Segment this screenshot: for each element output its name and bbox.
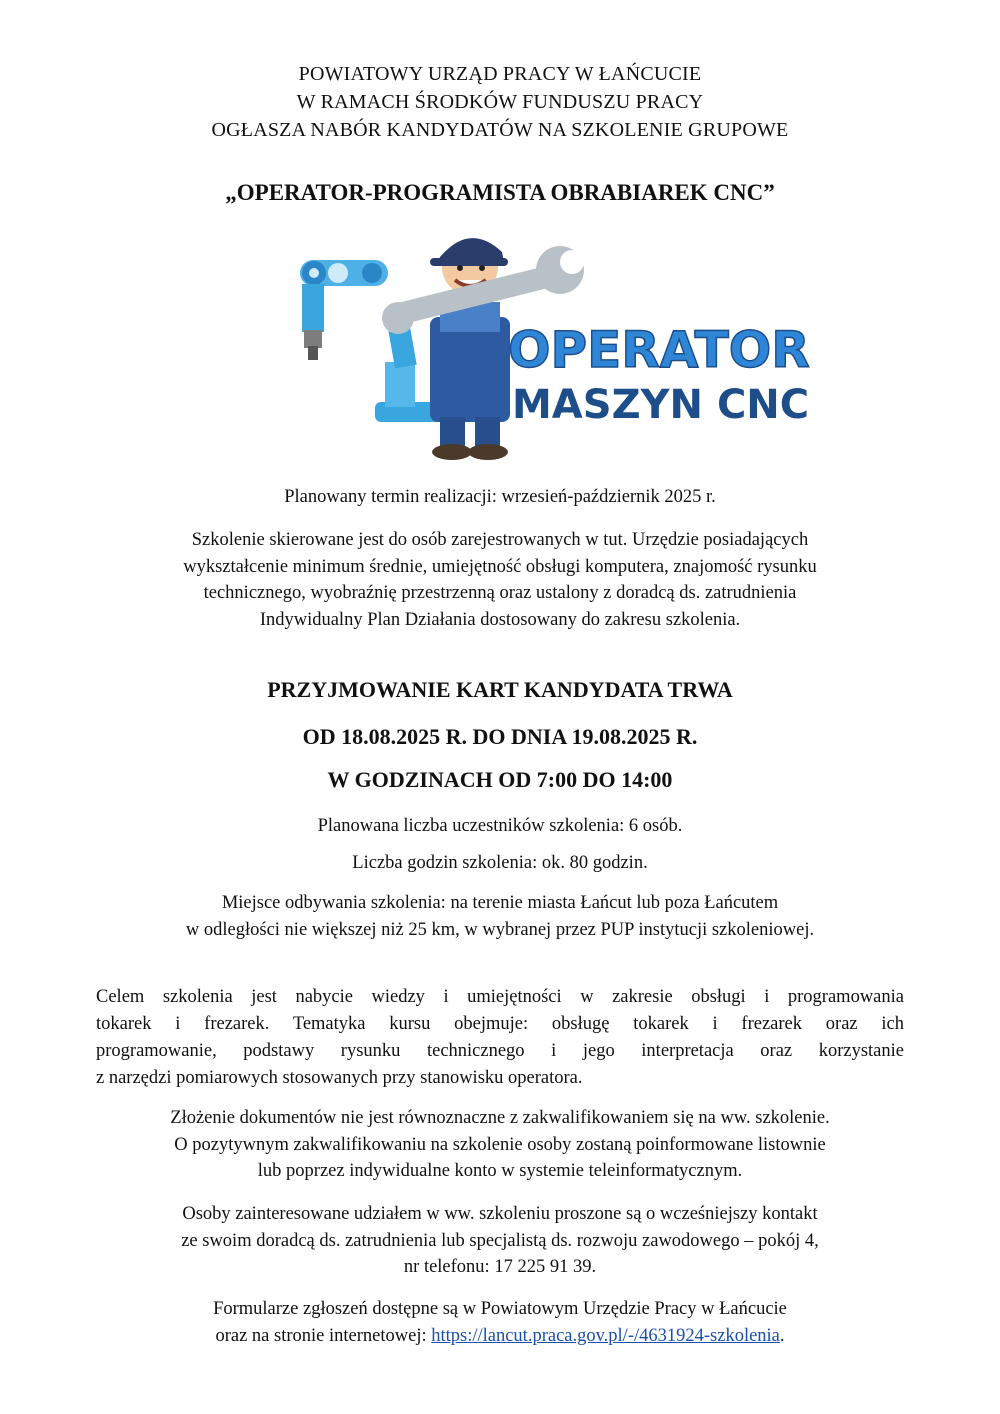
- applications-hours: W GODZINACH OD 7:00 DO 14:00: [327, 767, 673, 792]
- applications-dates: OD 18.08.2025 R. DO DNIA 19.08.2025 R.: [302, 724, 698, 749]
- requirements-paragraph: [0, 527, 1000, 633]
- location-line: Miejsce odbywania szkolenia: na terenie miasta Łańcut lub poza Łańcutem: [221, 893, 779, 913]
- contact-line: Osoby zainteresowane udziałem w ww. szkoleniu proszone są o wcześniejszy kontakt: [182, 1204, 818, 1224]
- location-paragraph: [0, 890, 1000, 943]
- qualification-line: Złożenie dokumentów nie jest równoznaczne z zakwalifikowaniem się na ww. szkolenie.: [170, 1108, 830, 1128]
- header: [0, 60, 1000, 144]
- contact-line: nr telefonu: 17 225 91 39.: [403, 1257, 597, 1277]
- forms-line-2-suffix: .: [779, 1325, 785, 1346]
- courses-link[interactable]: https://lancut.praca.gov.pl/-/4631924-szkolenia: [431, 1325, 780, 1346]
- participants-text: Planowana liczba uczestników szkolenia: 6 osób.: [317, 816, 683, 836]
- qualification-paragraph: [0, 1105, 1000, 1185]
- requirements-line: Szkolenie skierowane jest do osób zarejestrowanych w tut. Urzędzie posiadających: [191, 530, 809, 550]
- contact-paragraph: [0, 1201, 1000, 1281]
- goal-line: z narzędzi pomiarowych stosowanych przy stanowisku operatora.: [96, 1068, 583, 1088]
- location-line: w odległości nie większej niż 25 km, w wybranej przez PUP instytucji szkoleniowej.: [185, 919, 815, 940]
- cnc-operator-illustration: [290, 222, 810, 462]
- forms-line-2: [0, 1323, 1000, 1350]
- qualification-line: O pozytywnym zakwalifikowaniu na szkolenie osoby zostaną poinformowane listownie: [174, 1134, 826, 1155]
- forms-paragraph: [0, 1296, 1000, 1349]
- goal-line: programowanie, podstawy rysunku technicznego i jego interpretacja oraz korzystanie: [96, 1041, 904, 1061]
- header-line-1: POWIATOWY URZĄD PRACY W ŁAŃCUCIE: [298, 63, 702, 85]
- applications-heading: PRZYJMOWANIE KART KANDYDATA TRWA: [267, 677, 733, 702]
- header-line-2: W RAMACH ŚRODKÓW FUNDUSZU PRACY: [296, 91, 704, 113]
- goal-line: tokarek i frezarek. Tematyka kursu obejmuje: obsługę tokarek i frezarek oraz ich: [96, 1014, 904, 1034]
- forms-line-2-prefix: oraz na stronie internetowej:: [215, 1325, 432, 1346]
- robot-arm-icon: [300, 260, 445, 422]
- contact-line: ze swoim doradcą ds. zatrudnienia lub specjalistą ds. rozwoju zawodowego – pokój 4,: [181, 1230, 819, 1251]
- requirements-line: Indywidualny Plan Działania dostosowany do zakresu szkolenia.: [259, 609, 741, 630]
- requirements-line: wykształcenie minimum średnie, umiejętność obsługi komputera, znajomość rysunku: [183, 556, 817, 577]
- header-line-3: OGŁASZA NABÓR KANDYDATÓW NA SZKOLENIE GRUPOWE: [211, 119, 789, 141]
- goal-paragraph: [96, 984, 904, 1092]
- requirements-line: technicznego, wyobraźnię przestrzenną oraz ustalony z doradcą ds. zatrudnienia: [203, 583, 797, 603]
- goal-line: Celem szkolenia jest nabycie wiedzy i umiejętności w zakresie obsługi i programowania: [96, 987, 904, 1007]
- hours-text: Liczba godzin szkolenia: ok. 80 godzin.: [352, 853, 648, 873]
- logo-line-1: OPERATOR: [508, 321, 810, 379]
- logo-line-2: MASZYN CNC: [512, 382, 810, 428]
- forms-line-1: Formularze zgłoszeń dostępne są w Powiatowym Urzędzie Pracy w Łańcucie: [213, 1299, 787, 1319]
- course-title: „OPERATOR-PROGRAMISTA OBRABIAREK CNC”: [225, 180, 775, 205]
- qualification-line: lub poprzez indywidualne konto w systemie teleinformatycznym.: [257, 1161, 743, 1181]
- worker-icon: [430, 238, 510, 460]
- schedule-text: Planowany termin realizacji: wrzesień-październik 2025 r.: [284, 487, 716, 507]
